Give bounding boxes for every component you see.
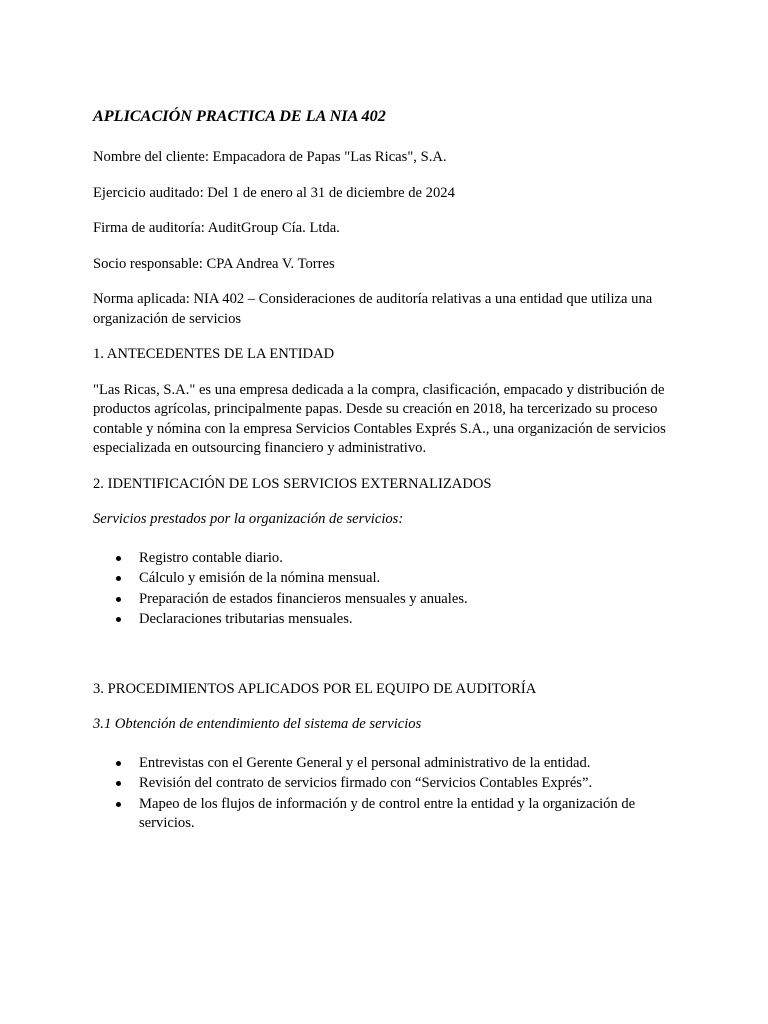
bullet-icon (116, 795, 126, 807)
procedures-list (93, 754, 683, 834)
bullet-icon (116, 590, 126, 602)
bullet-icon (116, 610, 126, 622)
list-item (93, 774, 683, 794)
section-2-heading: 2. IDENTIFICACIÓN DE LOS SERVICIOS EXTERNALIZADOS (93, 475, 492, 492)
responsible-partner-field: Socio responsable: CPA Andrea V. Torres (93, 255, 335, 272)
bullet-icon (116, 774, 126, 786)
section-1-heading: 1. ANTECEDENTES DE LA ENTIDAD (93, 346, 335, 362)
list-item-text: Revisión del contrato de servicios firmado con “Servicios Contables Exprés”. (139, 775, 593, 791)
bullet-icon (116, 754, 126, 766)
list-item (93, 549, 683, 569)
list-item (93, 569, 683, 589)
outsourced-services-list (93, 549, 683, 630)
bullet-icon (116, 549, 126, 561)
list-item (93, 610, 683, 630)
section-3-1-subheading: 3.1 Obtención de entendimiento del sistema de servicios (93, 716, 422, 732)
list-item-text: Registro contable diario. (139, 549, 283, 566)
document-title: APLICACIÓN PRACTICA DE LA NIA 402 (93, 107, 386, 125)
document-page (93, 105, 683, 834)
list-item-text: Declaraciones tributarias mensuales. (139, 611, 353, 627)
audited-period-field: Ejercicio auditado: Del 1 de enero al 31 de diciembre de 2024 (93, 184, 455, 201)
section-1-paragraph: "Las Ricas, S.A." es una empresa dedicada a la compra, clasificación, empacado y distribución de productos agrícolas, principalmente papas. Desde su creación en 2018, ha tercerizado su proceso contable y nómina con la empresa Servicios Contables Exprés S.A., una organización de servicios especializada en outsourcing financiero y administrativo. (93, 381, 666, 456)
bullet-icon (116, 569, 126, 581)
list-item-text: Mapeo de los flujos de información y de control entre la entidad y la organización de servicios. (139, 795, 636, 831)
list-item (93, 590, 683, 610)
list-item-text: Preparación de estados financieros mensuales y anuales. (139, 590, 468, 607)
section-3-heading: 3. PROCEDIMIENTOS APLICADOS POR EL EQUIPO DE AUDITORÍA (93, 680, 537, 697)
list-item (93, 754, 683, 774)
client-name-field: Nombre del cliente: Empacadora de Papas "Las Ricas", S.A. (93, 149, 447, 165)
list-item (93, 795, 683, 834)
list-item-text: Entrevistas con el Gerente General y el personal administrativo de la entidad. (139, 754, 591, 771)
section-2-subheading: Servicios prestados por la organización de servicios: (93, 511, 404, 527)
applied-norm-field: Norma aplicada: NIA 402 – Consideraciones de auditoría relativas a una entidad que utiliza una organización de servicios (93, 291, 653, 327)
audit-firm-field: Firma de auditoría: AuditGroup Cía. Ltda. (93, 220, 340, 236)
list-item-text: Cálculo y emisión de la nómina mensual. (139, 570, 381, 586)
